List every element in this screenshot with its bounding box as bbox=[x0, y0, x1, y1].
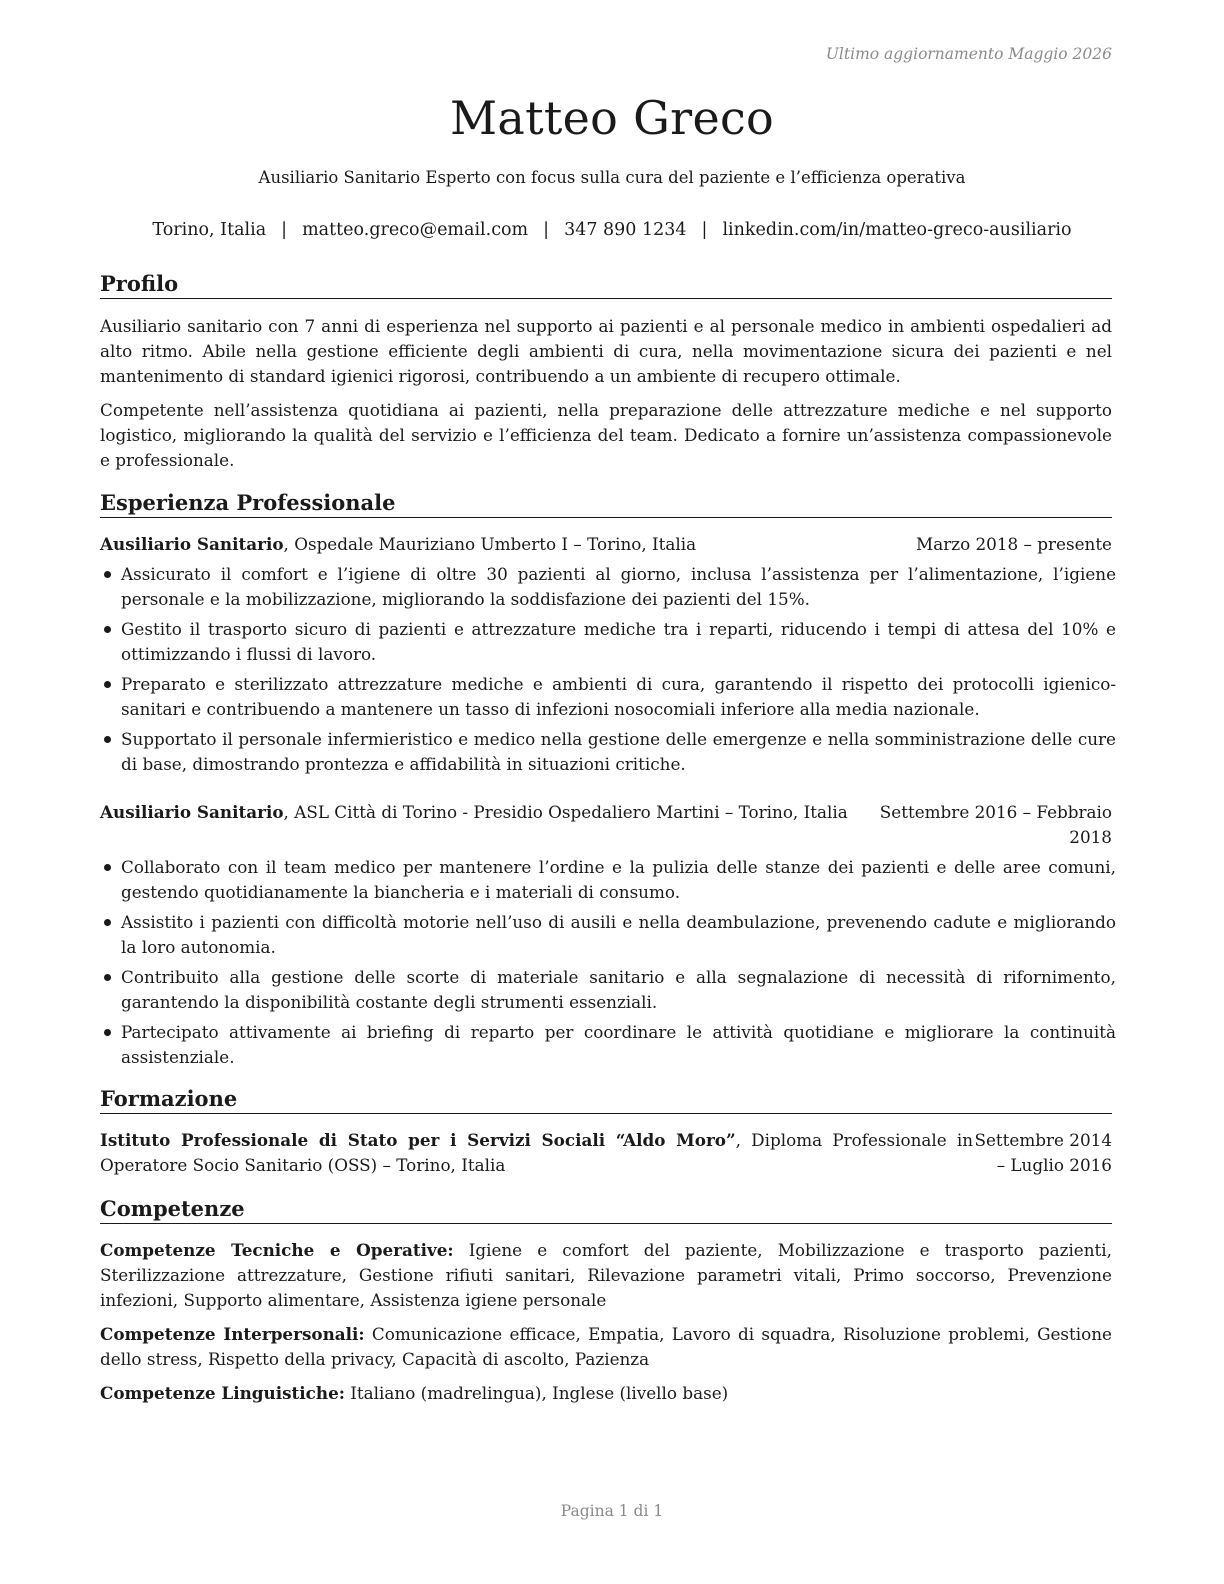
education-school bbox=[100, 1128, 973, 1178]
job-employer: , ASL Città di Torino - Presidio Ospedaliero Martini – Torino, Italia bbox=[283, 802, 848, 822]
skill-group bbox=[100, 1238, 1112, 1313]
bullet-item: Supportato il personale infermieristico e medico nella gestione delle emergenze e nella somministrazione delle cure di base, dimostrando prontezza e affidabilità in situazioni critiche. bbox=[100, 727, 1116, 777]
skill-group bbox=[100, 1322, 1112, 1372]
bullet-item: Assicurato il comfort e l’igiene di oltre 30 pazienti al giorno, inclusa l’assistenza per l’alimentazione, l’igiene personale e la mobilizzazione, migliorando la soddisfazione dei pazienti del 15%. bbox=[100, 562, 1116, 612]
email-link[interactable]: matteo.greco@email.com bbox=[302, 220, 529, 240]
skill-label: Competenze Interpersonali: bbox=[100, 1324, 365, 1344]
education-dates: Settembre 2014 – Luglio 2016 bbox=[974, 1130, 1112, 1175]
skill-group bbox=[100, 1381, 1112, 1406]
job-header bbox=[100, 800, 1112, 850]
phone: 347 890 1234 bbox=[564, 220, 687, 240]
bullet-item: Gestito il trasporto sicuro di pazienti e attrezzature mediche tra i reparti, riducendo i tempi di attesa del 10% e ottimizzando i flussi di lavoro. bbox=[100, 617, 1116, 667]
separator: | bbox=[701, 220, 708, 240]
last-updated: Ultimo aggiornamento Maggio 2026 bbox=[825, 45, 1112, 63]
contact-line bbox=[0, 220, 1224, 240]
skill-label: Competenze Linguistiche: bbox=[100, 1383, 345, 1403]
skill-label: Competenze Tecniche e Operative: bbox=[100, 1240, 454, 1260]
section-heading-skills: Competenze bbox=[100, 1196, 1112, 1224]
job-bullets bbox=[100, 855, 1116, 1075]
linkedin-link[interactable]: linkedin.com/in/matteo-greco-ausiliario bbox=[722, 220, 1072, 240]
section-heading-experience: Esperienza Professionale bbox=[100, 490, 1112, 518]
skill-value: Italiano (madrelingua), Inglese (livello base) bbox=[344, 1383, 729, 1403]
job-employer: , Ospedale Mauriziano Umberto I – Torino, Italia bbox=[283, 534, 697, 554]
job-header bbox=[100, 532, 1112, 557]
section-heading-profile: Profilo bbox=[100, 271, 1112, 299]
bullet-item: Collaborato con il team medico per mantenere l’ordine e la pulizia delle stanze dei pazienti e delle aree comuni, gestendo quotidianamente la biancheria e i materiali di consumo. bbox=[100, 855, 1116, 905]
job-bullets bbox=[100, 562, 1116, 782]
headline: Ausiliario Sanitario Esperto con focus sulla cura del paziente e l’efficienza operativa bbox=[258, 168, 966, 187]
section-heading-education: Formazione bbox=[100, 1086, 1112, 1114]
profile-paragraph: Competente nell’assistenza quotidiana ai pazienti, nella preparazione delle attrezzature mediche e nel supporto logistico, migliorando la qualità del servizio e l’efficienza del team. Dedicato a fornire un’assistenza compassionevole e professionale. bbox=[100, 400, 1112, 470]
job-title: Ausiliario Sanitario bbox=[100, 802, 284, 822]
job-dates: Marzo 2018 – presente bbox=[916, 534, 1112, 554]
bullet-item: Assistito i pazienti con difficoltà motorie nell’uso di ausili e nella deambulazione, prevenendo cadute e migliorando la loro autonomia. bbox=[100, 910, 1116, 960]
profile-paragraph: Ausiliario sanitario con 7 anni di esperienza nel supporto ai pazienti e al personale medico in ambienti ospedalieri ad alto ritmo. Abile nella gestione efficiente degli ambienti di cura, nella movimentazione sicura dei pazienti e nel mantenimento di standard igienici rigorosi, contribuendo a un ambiente di recupero ottimale. bbox=[100, 316, 1112, 386]
separator: | bbox=[281, 220, 288, 240]
degree: , Diploma Professionale in Operatore Socio Sanitario (OSS) – Torino, Italia bbox=[100, 1130, 974, 1175]
bullet-item: Contribuito alla gestione delle scorte di materiale sanitario e alla segnalazione di necessità di rifornimento, garantendo la disponibilità costante degli strumenti essenziali. bbox=[100, 965, 1116, 1015]
job-title: Ausiliario Sanitario bbox=[100, 534, 284, 554]
school-name: Istituto Professionale di Stato per i Servizi Sociali “Aldo Moro” bbox=[100, 1130, 736, 1150]
candidate-name: Matteo Greco bbox=[449, 91, 775, 145]
skill-value: Igiene e comfort del paziente, Mobilizzazione e trasporto pazienti, Sterilizzazione attrezzature, Gestione rifiuti sanitari, Rilevazione parametri vitali, Primo soccorso, Prevenzione infezioni, Supporto alimentare, Assistenza igiene personale bbox=[100, 1240, 1112, 1310]
education-entry bbox=[100, 1128, 1112, 1178]
job-role bbox=[100, 532, 696, 557]
location: Torino, Italia bbox=[152, 220, 267, 240]
bullet-item: Partecipato attivamente ai briefing di reparto per coordinare le attività quotidiane e migliorare la continuità assistenziale. bbox=[100, 1020, 1116, 1070]
bullet-item: Preparato e sterilizzato attrezzature mediche e ambienti di cura, garantendo il rispetto dei protocolli igienico-sanitari e contribuendo a mantenere un tasso di infezioni nosocomiali inferiore alla media nazionale. bbox=[100, 672, 1116, 722]
separator: | bbox=[543, 220, 550, 240]
page-number: Pagina 1 di 1 bbox=[560, 1502, 664, 1520]
job-role bbox=[100, 800, 848, 825]
skill-value: Comunicazione efficace, Empatia, Lavoro di squadra, Risoluzione problemi, Gestione dello stress, Rispetto della privacy, Capacità di ascolto, Pazienza bbox=[100, 1324, 1112, 1369]
job-dates: Settembre 2016 – Febbraio 2018 bbox=[879, 802, 1112, 847]
